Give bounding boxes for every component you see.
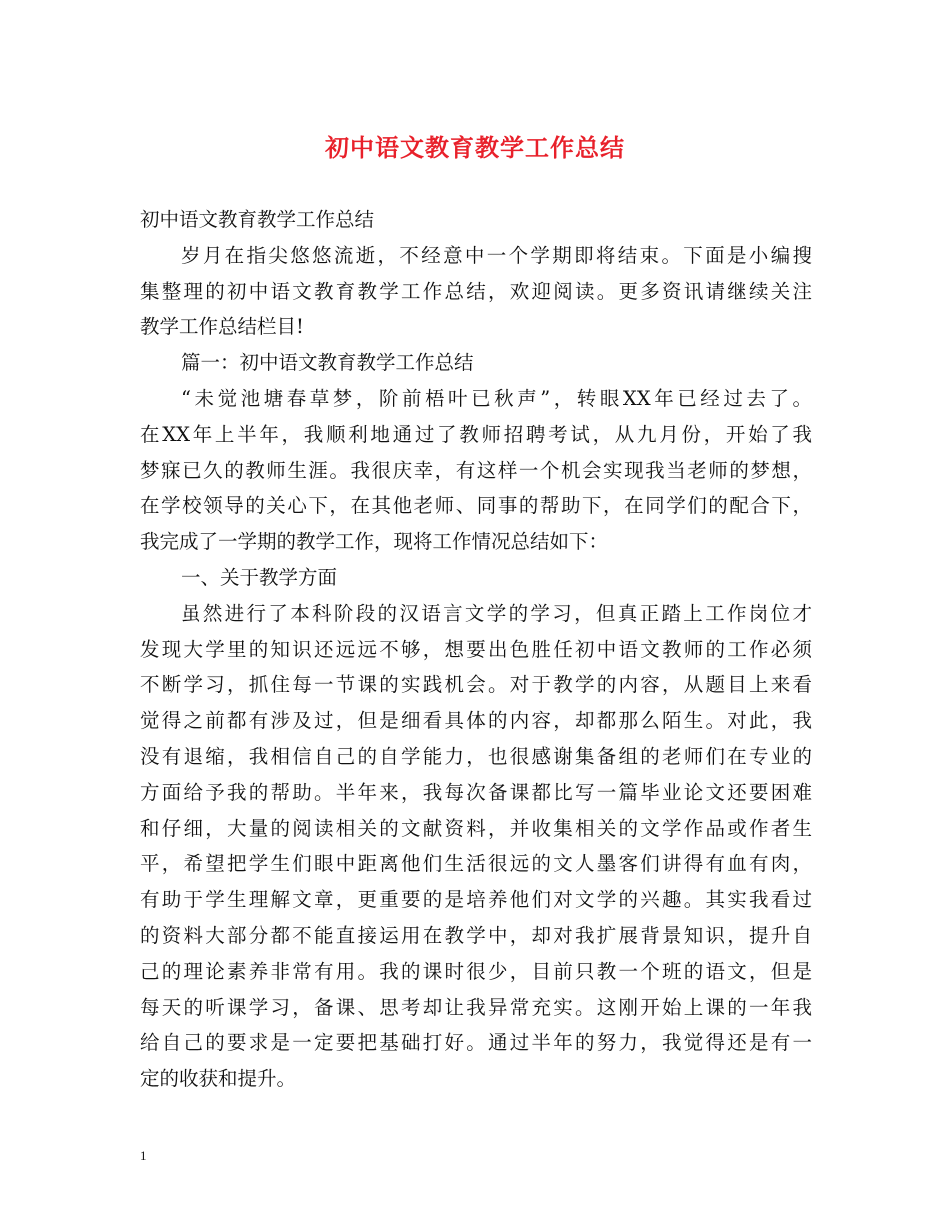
text-line: 没有退缩，我相信自己的自学能力，也很感谢集备组的老师们在专业的: [140, 744, 812, 768]
text-line: 不断学习，抓住每一节课的实践机会。对于教学的内容，从题目上来看: [140, 673, 812, 697]
document-title: 初中语文教育教学工作总结: [325, 133, 625, 162]
text-line: 梦寐已久的教师生涯。我很庆幸，有这样一个机会实现我当老师的梦想，: [140, 458, 812, 482]
page-number: 1: [140, 1148, 147, 1163]
text-line: 的资料大部分都不能直接运用在教学中，却对我扩展背景知识，提升自: [140, 923, 812, 947]
text-line: 和仔细，大量的阅读相关的文献资料，并收集相关的文学作品或作者生: [140, 816, 812, 840]
text-line: 篇一：初中语文教育教学工作总结: [181, 351, 474, 375]
text-line: 定的收获和提升。: [140, 1067, 297, 1091]
text-line: 有助于学生理解文章，更重要的是培养他们对文学的兴趣。其实我看过: [140, 888, 812, 912]
text-line: 觉得之前都有涉及过，但是细看具体的内容，却都那么陌生。对此，我: [140, 709, 812, 733]
text-line: 虽然进行了本科阶段的汉语言文学的学习，但真正踏上工作岗位才: [181, 601, 812, 625]
text-line: 在XX年上半年，我顺利地通过了教师招聘考试，从九月份，开始了我: [140, 422, 812, 446]
text-line: 平，希望把学生们眼中距离他们生活很远的文人墨客们讲得有血有肉，: [140, 852, 812, 876]
text-line: 我完成了一学期的教学工作，现将工作情况总结如下：: [140, 530, 609, 554]
text-line: 己的理论素养非常有用。我的课时很少，目前只教一个班的语文，但是: [140, 959, 812, 983]
document-body: [140, 202, 812, 1097]
text-line: 集整理的初中语文教育教学工作总结，欢迎阅读。更多资讯请继续关注: [140, 279, 812, 303]
text-line: 给自己的要求是一定要把基础打好。通过半年的努力，我觉得还是有一: [140, 1031, 812, 1055]
text-line: 一、关于教学方面: [181, 565, 338, 589]
text-line: 发现大学里的知识还远远不够，想要出色胜任初中语文教师的工作必须: [140, 637, 812, 661]
text-line: 方面给予我的帮助。半年来，我每次备课都比写一篇毕业论文还要困难: [140, 780, 812, 804]
text-line: 初中语文教育教学工作总结: [140, 208, 375, 231]
text-line: “未觉池塘春草梦，阶前梧叶已秋声”，转眼XX年已经过去了。: [181, 386, 812, 410]
text-line: 在学校领导的关心下，在其他老师、同事的帮助下，在同学们的配合下，: [140, 494, 812, 518]
text-line: 每天的听课学习，备课、思考却让我异常充实。这刚开始上课的一年我: [140, 995, 812, 1019]
text-line: 教学工作总结栏目!: [140, 315, 304, 339]
text-line: 岁月在指尖悠悠流逝，不经意中一个学期即将结束。下面是小编搜: [181, 243, 812, 267]
